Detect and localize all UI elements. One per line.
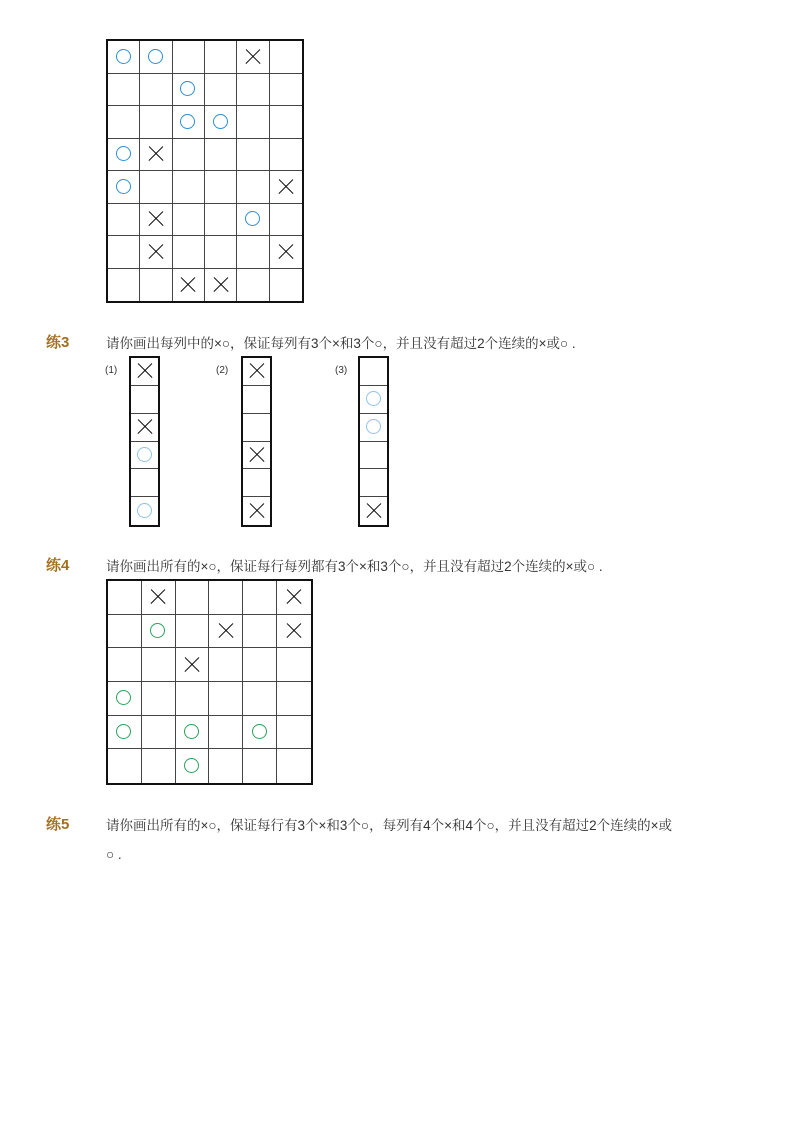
grid-cell [360, 358, 387, 386]
grid-cell [237, 139, 269, 172]
grid-cell [209, 615, 243, 649]
grid-cell [270, 106, 302, 139]
exercise-3-label: 练3 [46, 334, 70, 351]
grid-cell [108, 106, 140, 139]
exercise-4-label: 练4 [46, 557, 70, 574]
grid-cell [131, 358, 158, 386]
grid-cell [237, 171, 269, 204]
grid-cell [277, 648, 311, 682]
column-grid-2 [241, 356, 272, 527]
cross-mark-icon [277, 178, 295, 196]
grid-cell [209, 749, 243, 783]
grid-cell [243, 648, 277, 682]
grid-cell [108, 41, 140, 74]
grid-cell [173, 204, 205, 237]
exercise-5-text-line2: ○ . [106, 847, 122, 862]
cross-mark-icon [149, 588, 167, 606]
grid-cell [270, 171, 302, 204]
cross-mark-icon [285, 622, 303, 640]
grid-cell [108, 269, 140, 302]
grid-cell [108, 139, 140, 172]
grid-cell [140, 269, 172, 302]
grid-cell [277, 749, 311, 783]
cross-mark-icon [248, 362, 266, 380]
circle-mark-icon [137, 447, 152, 462]
grid-cell [209, 648, 243, 682]
grid-cell [270, 41, 302, 74]
grid-cell [243, 414, 270, 442]
grid-cell [140, 171, 172, 204]
circle-mark-icon [366, 419, 381, 434]
cross-mark-icon [183, 656, 201, 674]
grid-cell [243, 442, 270, 470]
grid-cell [131, 442, 158, 470]
cross-mark-icon [217, 622, 235, 640]
cross-mark-icon [147, 210, 165, 228]
circle-mark-icon [116, 690, 131, 705]
exercise-5-label: 练5 [46, 816, 70, 833]
grid-cell [173, 269, 205, 302]
grid-cell [108, 236, 140, 269]
grid-cell [176, 749, 210, 783]
grid-cell [360, 469, 387, 497]
cross-mark-icon [179, 276, 197, 294]
grid-cell [173, 171, 205, 204]
grid-cell [108, 204, 140, 237]
grid-cell [205, 74, 237, 107]
grid-cell [277, 716, 311, 750]
grid-cell [142, 682, 176, 716]
grid-cell [205, 139, 237, 172]
exercise-3-text: 请你画出每列中的×○，保证每列有3个×和3个○，并且没有超过2个连续的×或○ . [106, 336, 576, 351]
grid-cell [176, 581, 210, 615]
grid-cell [237, 269, 269, 302]
grid-cell [205, 204, 237, 237]
grid-cell [243, 386, 270, 414]
grid-cell [270, 236, 302, 269]
grid-cell [142, 615, 176, 649]
grid-cell [140, 41, 172, 74]
circle-mark-icon [180, 114, 195, 129]
grid-cell [270, 139, 302, 172]
grid-cell [142, 749, 176, 783]
grid-cell [131, 386, 158, 414]
grid-cell [173, 106, 205, 139]
grid-cell [176, 648, 210, 682]
grid-cell [243, 682, 277, 716]
column-grid-3 [358, 356, 389, 527]
grid-cell [131, 414, 158, 442]
grid-cell [108, 749, 142, 783]
circle-mark-icon [184, 758, 199, 773]
cross-mark-icon [147, 243, 165, 261]
grid-cell [277, 615, 311, 649]
cross-mark-icon [285, 588, 303, 606]
puzzle-grid-top [106, 39, 304, 303]
grid-cell [205, 269, 237, 302]
circle-mark-icon [137, 503, 152, 518]
grid-cell [140, 106, 172, 139]
grid-cell [142, 648, 176, 682]
grid-cell [209, 682, 243, 716]
grid-cell [237, 74, 269, 107]
circle-mark-icon [366, 391, 381, 406]
cross-mark-icon [136, 362, 154, 380]
grid-cell [270, 204, 302, 237]
cross-mark-icon [244, 48, 262, 66]
grid-cell [360, 497, 387, 525]
circle-mark-icon [116, 724, 131, 739]
grid-cell [277, 682, 311, 716]
grid-cell [142, 581, 176, 615]
grid-cell [243, 469, 270, 497]
grid-cell [173, 139, 205, 172]
grid-cell [131, 497, 158, 525]
grid-cell [108, 682, 142, 716]
grid-cell [237, 41, 269, 74]
grid-cell [243, 749, 277, 783]
grid-cell [209, 581, 243, 615]
grid-cell [270, 269, 302, 302]
grid-cell [108, 581, 142, 615]
grid-cell [270, 74, 302, 107]
grid-cell [140, 139, 172, 172]
grid-cell [140, 204, 172, 237]
grid-cell [108, 648, 142, 682]
cross-mark-icon [136, 418, 154, 436]
grid-cell [140, 236, 172, 269]
circle-mark-icon [116, 49, 131, 64]
grid-cell [176, 615, 210, 649]
grid-cell [108, 615, 142, 649]
grid-cell [237, 204, 269, 237]
circle-mark-icon [252, 724, 267, 739]
grid-cell [142, 716, 176, 750]
column-grid-1 [129, 356, 160, 527]
grid-cell [243, 497, 270, 525]
grid-cell [360, 442, 387, 470]
cross-mark-icon [248, 502, 266, 520]
circle-mark-icon [180, 81, 195, 96]
grid-cell [243, 581, 277, 615]
exercise-4-text: 请你画出所有的×○，保证每行每列都有3个×和3个○，并且没有超过2个连续的×或○ . [106, 559, 603, 574]
grid-cell [237, 106, 269, 139]
grid-cell [173, 41, 205, 74]
puzzle-grid-ex4 [106, 579, 313, 785]
grid-cell [108, 171, 140, 204]
grid-cell [243, 358, 270, 386]
cross-mark-icon [212, 276, 230, 294]
grid-cell [173, 74, 205, 107]
grid-cell [237, 236, 269, 269]
circle-mark-icon [148, 49, 163, 64]
grid-cell [205, 171, 237, 204]
grid-cell [176, 682, 210, 716]
grid-cell [205, 106, 237, 139]
grid-cell [360, 386, 387, 414]
grid-cell [205, 236, 237, 269]
sub-label-2: (2) [216, 365, 229, 376]
grid-cell [243, 716, 277, 750]
grid-cell [360, 414, 387, 442]
grid-cell [209, 716, 243, 750]
cross-mark-icon [277, 243, 295, 261]
grid-cell [131, 469, 158, 497]
cross-mark-icon [147, 145, 165, 163]
exercise-5-text-line1: 请你画出所有的×○，保证每行有3个×和3个○，每列有4个×和4个○，并且没有超过2个连续的×或 [106, 818, 673, 833]
sub-label-3: (3) [335, 365, 348, 376]
grid-cell [243, 615, 277, 649]
circle-mark-icon [184, 724, 199, 739]
grid-cell [108, 716, 142, 750]
circle-mark-icon [213, 114, 228, 129]
grid-cell [176, 716, 210, 750]
grid-cell [277, 581, 311, 615]
grid-cell [205, 41, 237, 74]
grid-cell [173, 236, 205, 269]
grid-cell [108, 74, 140, 107]
circle-mark-icon [150, 623, 165, 638]
cross-mark-icon [248, 446, 266, 464]
circle-mark-icon [116, 146, 131, 161]
cross-mark-icon [365, 502, 383, 520]
circle-mark-icon [116, 179, 131, 194]
circle-mark-icon [245, 211, 260, 226]
sub-label-1: (1) [105, 365, 118, 376]
grid-cell [140, 74, 172, 107]
